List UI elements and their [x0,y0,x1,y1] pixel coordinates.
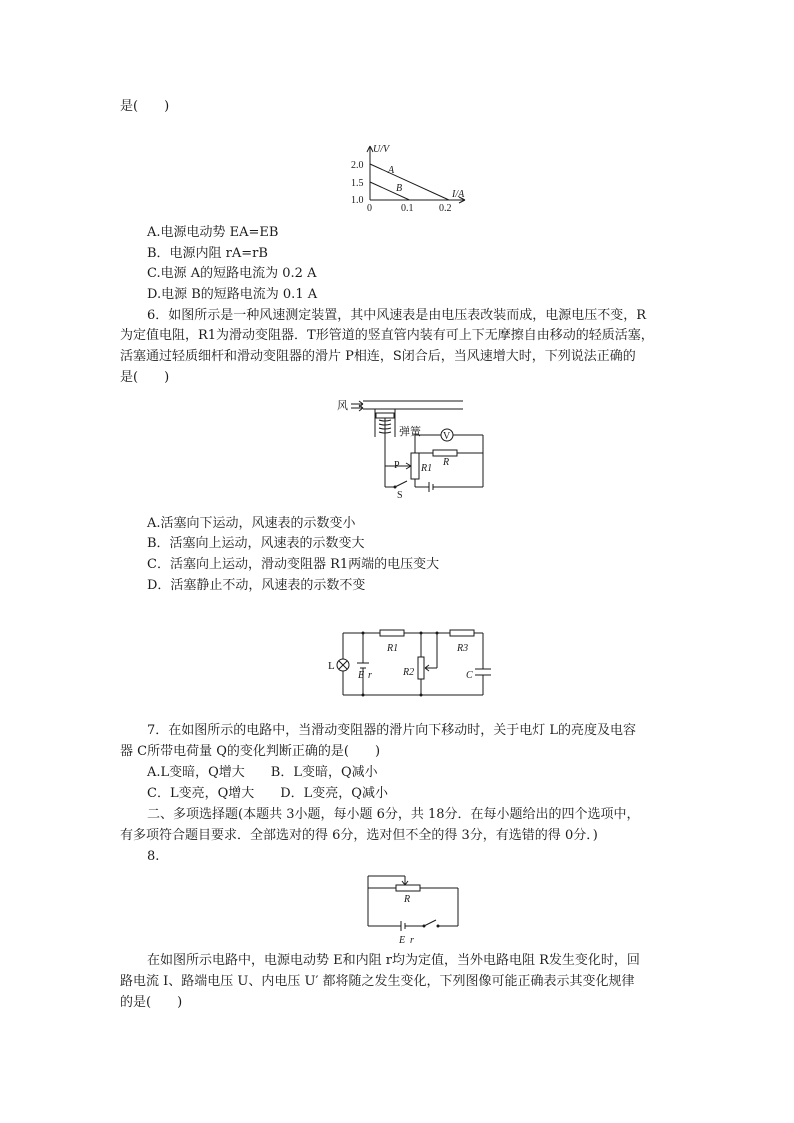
x-tick-label: 0.1 [401,203,414,214]
y-tick-label: 1.5 [351,178,364,189]
voltmeter-label: V [443,431,451,442]
resistor-r1-label: R1 [387,643,399,654]
q8-stem-line: 路电流 I、路端电压 U、内电压 U′ 都将随之发生变化，下列图像可能正确表示其变化规律 [120,974,635,989]
emf-e-label: E [358,670,365,681]
y-axis-label: U/V [373,144,390,155]
q6-option-c: C．活塞向上运动，滑动变阻器 R1两端的电压变大 [147,557,440,572]
wind-speed-device-figure [333,395,493,500]
wind-label: 风 [337,400,348,412]
ui-graph-figure [345,140,475,216]
internal-r-label: r [368,670,372,681]
q8-stem-line: 在如图所示电路中，电源电动势 E和内阻 r均为定值，当外电路电阻 R发生变化时，回 [147,953,640,968]
lamp-l-label: L [328,660,335,672]
resistor-r-label: R [404,894,411,905]
q7-stem-line: 7．在如图所示的电路中，当滑动变阻器的滑片向下移动时，关于电灯 L的亮度及电容 [147,723,637,738]
slider-p-label: P [394,460,400,471]
series-line-a [370,164,449,200]
series-line-b [370,182,410,200]
x-tick-label: 0.2 [439,203,452,214]
y-tick-label: 2.0 [351,160,364,171]
q6-option-d: D．活塞静止不动，风速表的示数不变 [147,578,366,593]
rheostat-r2-label: R2 [403,667,415,678]
section-heading: 有多项符合题目要求．全部选对的得 6分，选对但不全的得 3分，有选错的得 0分．) [120,828,598,843]
circuit-q7-figure [325,623,495,701]
q6-stem-line: 是( ) [120,370,170,385]
q5-tail: 是( ) [120,99,170,114]
switch-s-label: S [397,490,403,500]
section-heading: 二、多项选择题(本题共 3小题，每小题 6分，共 18分．在每小题给出的四个选项中， [147,807,640,822]
y-tick-label: 1.0 [351,195,364,206]
q6-option-a: A.活塞向下运动，风速表的示数变小 [147,516,356,531]
emf-e-label: E [399,935,406,946]
q5-option-b: B．电源内阻 rA=rB [147,246,268,261]
resistor-r-label: R [443,457,450,468]
origin-label: 0 [367,203,372,214]
capacitor-c-label: C [466,670,473,681]
q8-number: 8. [147,849,160,864]
q8-stem-line: 的是( ) [120,995,183,1010]
internal-r-label: r [410,935,414,946]
q6-stem-line: 为定值电阻，R1为滑动变阻器．T形管道的竖直管内装有可上下无摩擦自由移动的轻质活塞， [120,328,654,343]
x-axis-label: I/A [452,189,465,200]
q5-option-d: D.电源 B的短路电流为 0.1 A [147,287,318,302]
line-b-label: B [396,183,403,194]
line-a-label: A [388,165,395,176]
resistor-r3-label: R3 [457,643,469,654]
circuit-q8-figure [358,868,468,948]
rheostat-r1-label: R1 [421,463,433,474]
q7-stem-line: 器 C所带电荷量 Q的变化判断正确的是( ) [120,744,381,759]
q5-option-c: C.电源 A的短路电流为 0.2 A [147,266,317,281]
q5-option-a: A.电源电动势 EA=EB [147,225,279,240]
q7-options-row: A.L变暗，Q增大 B．L变暗，Q减小 [147,765,378,780]
spring-label: 弹簧 [399,426,421,438]
q6-option-b: B．活塞向上运动，风速表的示数变大 [147,536,365,551]
q6-stem-line: 活塞通过轻质细杆和滑动变阻器的滑片 P相连，S闭合后，当风速增大时，下列说法正确的 [120,349,636,364]
q7-options-row: C．L变亮，Q增大 D．L变亮，Q减小 [147,786,388,801]
q6-stem-line: 6．如图所示是一种风速测定装置，其中风速表是由电压表改装而成，电源电压不变，R [147,308,647,323]
